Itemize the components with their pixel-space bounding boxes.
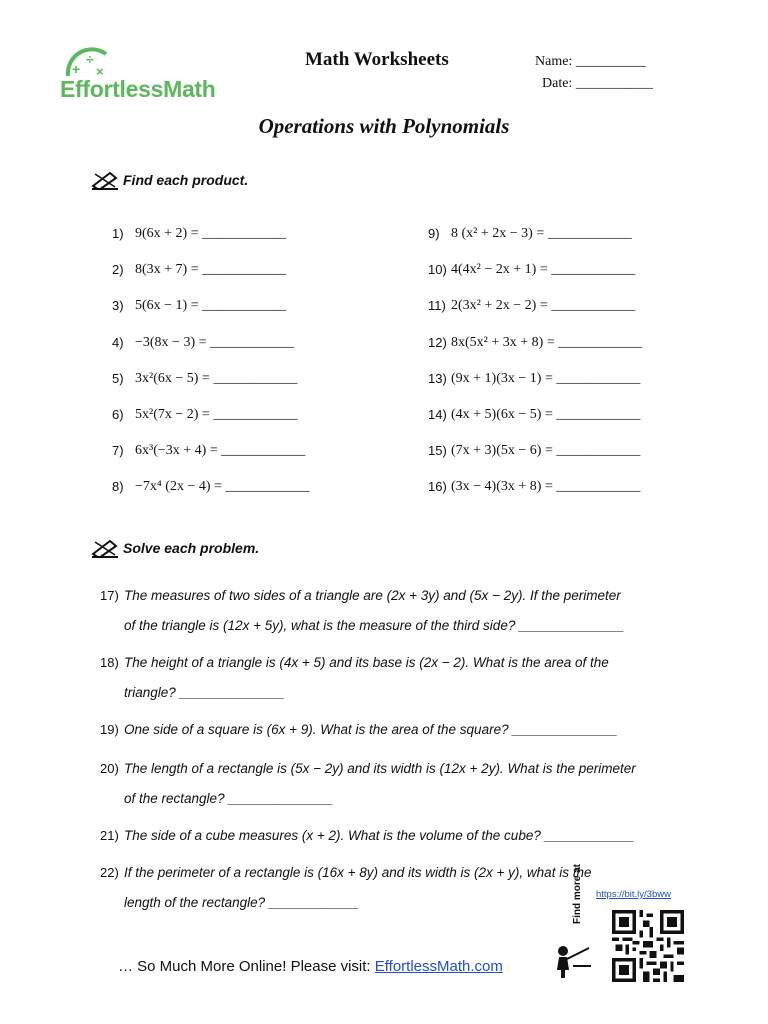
problem-row [428, 443, 641, 460]
svg-text:×: × [96, 64, 104, 79]
problem-expression: 8x(5x² + 3x + 8) = ____________ [451, 334, 643, 350]
header-title: Math Worksheets [305, 49, 449, 70]
problem-number: 6) [112, 407, 124, 422]
word-problem-line [124, 722, 617, 739]
word-problem-number [100, 828, 119, 845]
problem-expression: −3(8x − 3) = ____________ [135, 334, 295, 350]
word-problem-text: One side of a square is (6x + 9). What is the area of the square? ______________ [124, 722, 618, 737]
word-problem-number [100, 722, 119, 739]
problem-expression: 5(6x − 1) = ____________ [135, 298, 287, 314]
page-title: Operations with Polynomials [258, 114, 510, 138]
problem-row [112, 479, 310, 496]
problem-expression: (9x + 1)(3x − 1) = ____________ [451, 370, 641, 386]
word-problem-number-text: 21) [100, 828, 119, 843]
problem-row [112, 370, 298, 388]
word-problem-line [124, 791, 333, 808]
word-problem-text: The height of a triangle is (4x + 5) and its base is (2x − 2). What is the area of the [124, 655, 609, 670]
problem-row [428, 298, 636, 315]
problem-number: 12) [428, 334, 447, 350]
word-problem-number [100, 865, 119, 882]
svg-text:+: + [72, 61, 81, 77]
problem-number: 10) [428, 262, 447, 278]
problem-row [428, 407, 641, 424]
problem-expression: (4x + 5)(6x − 5) = ____________ [451, 407, 641, 422]
word-problem-number [100, 588, 119, 605]
problem-number: 11) [428, 298, 446, 314]
problem-row [428, 262, 636, 279]
problem-row [428, 226, 632, 243]
problem-number: 4) [112, 334, 124, 350]
section-heading-problems: Solve each problem. [123, 540, 260, 556]
word-problem-line [124, 685, 285, 702]
problem-expression: 5x²(7x − 2) = ____________ [135, 407, 298, 422]
word-problem-number-text: 18) [100, 655, 119, 670]
problem-number: 15) [428, 443, 447, 459]
footer-message: … So Much More Online! Please visit: [118, 958, 375, 975]
problem-number: 9) [428, 226, 440, 241]
problem-row [112, 334, 295, 352]
footer-text [118, 958, 503, 975]
date-field: Date: ___________ [542, 76, 653, 91]
problem-expression: 8(3x + 7) = ____________ [135, 262, 287, 278]
problem-expression: 4(4x² − 2x + 1) = ____________ [451, 262, 636, 278]
word-problem-line [124, 865, 591, 882]
find-more-label: Find more at [572, 863, 583, 924]
problem-row [112, 298, 287, 315]
footer-link[interactable]: EffortlessMath.com [374, 958, 503, 975]
problem-number: 16) [428, 479, 447, 495]
pencil-icon [90, 170, 120, 190]
problem-expression: 9(6x + 2) = ____________ [135, 226, 287, 241]
logo-text: EffortlessMath [60, 76, 216, 102]
qr-link[interactable]: https://bit.ly/3bww [596, 889, 671, 900]
problem-row [112, 226, 287, 243]
name-field: Name: __________ [535, 54, 646, 69]
problem-row [428, 370, 641, 388]
section-heading-products: Find each product. [123, 172, 249, 188]
problem-row [112, 443, 306, 460]
problem-row [112, 407, 298, 424]
problem-expression: 8 (x² + 2x − 3) = ____________ [451, 226, 632, 241]
svg-text:÷: ÷ [86, 51, 94, 67]
teacher-icon [553, 944, 593, 978]
problem-expression: (3x − 4)(3x + 8) = ____________ [451, 479, 641, 495]
problem-number: 3) [112, 298, 124, 314]
problem-row [428, 334, 643, 352]
word-problem-number [100, 761, 119, 778]
word-problem-number-text: 17) [100, 588, 119, 603]
word-problem-number-text: 19) [100, 722, 119, 737]
problem-number: 14) [428, 407, 447, 422]
problem-expression: 6x³(−3x + 4) = ____________ [135, 443, 306, 459]
word-problem-text: The length of a rectangle is (5x − 2y) and its width is (12x + 2y). What is the perimeter [124, 761, 636, 776]
word-problem-line [124, 895, 359, 912]
problem-row [428, 479, 641, 496]
problem-number: 8) [112, 479, 124, 495]
word-problem-line [124, 828, 635, 845]
problem-number: 1) [112, 226, 124, 241]
problem-expression: 2(3x² + 2x − 2) = ____________ [451, 298, 636, 314]
word-problem-line [124, 618, 624, 635]
word-problem-text: of the rectangle? ______________ [124, 791, 334, 806]
pencil-icon [90, 538, 120, 558]
word-problem-line [124, 655, 609, 672]
qr-code-icon[interactable] [612, 910, 684, 982]
word-problem-text: The measures of two sides of a triangle are (2x + 3y) and (5x − 2y). If the perimeter [124, 588, 621, 603]
word-problem-text: triangle? ______________ [124, 685, 285, 700]
word-problem-number-text: 20) [100, 761, 119, 776]
problem-number: 5) [112, 370, 124, 386]
problem-expression: (7x + 3)(5x − 6) = ____________ [451, 443, 641, 459]
problem-number: 7) [112, 443, 124, 459]
problem-row [112, 262, 287, 279]
word-problem-number [100, 655, 119, 672]
problem-expression: 3x²(6x − 5) = ____________ [135, 370, 298, 386]
word-problem-text: of the triangle is (12x + 5y), what is the measure of the third side? ______________ [124, 618, 625, 633]
word-problem-line [124, 588, 621, 605]
word-problem-text: length of the rectangle? ____________ [124, 895, 359, 910]
word-problem-line [124, 761, 636, 778]
problem-number: 2) [112, 262, 124, 278]
problem-number: 13) [428, 370, 447, 386]
word-problem-text: If the perimeter of a rectangle is (16x + 8y) and its width is (2x + y), what is the [124, 865, 592, 880]
problem-expression: −7x⁴ (2x − 4) = ____________ [135, 479, 310, 495]
word-problem-number-text: 22) [100, 865, 119, 880]
word-problem-text: The side of a cube measures (x + 2). What is the volume of the cube? ____________ [124, 828, 635, 843]
